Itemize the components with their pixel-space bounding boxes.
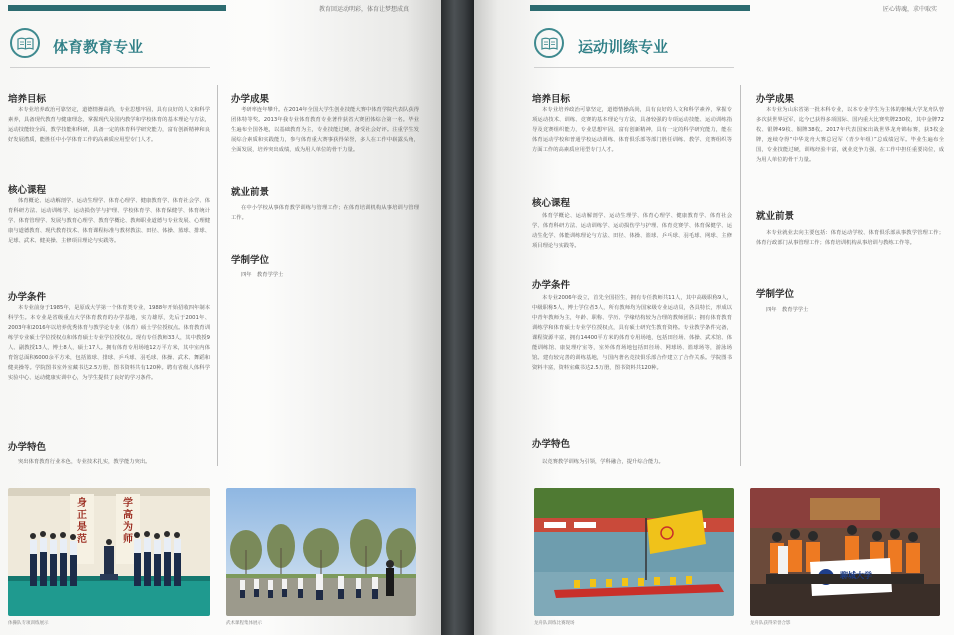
- section-title-degree: 学制学位: [756, 289, 795, 300]
- photo-caption-4: 龙舟队获得荣誉合影: [750, 621, 791, 626]
- section-text-goal: 本专业培养政治可靠坚定，道德情操高尚，专业思想牢固，具有良好的人文和科学素养，具备现代教育与健康理念，掌握现代及国内教学和学校体育的基本理论与方法，运动技能较全面，教学技能和科研，具备一定的体育科学研究能力，富有创新精神和良好发展潜质，能胜任中小学体育工作的高素质应用型专门人才。: [8, 107, 210, 143]
- section-text-achievements: 本专业为山东省第一批本科专业，以本专业学生为主体的躯械大学龙舟队曾多次获世界冠军，迄今已获得多项国际、国内重大比赛奖牌230枚，其中金牌72枚、银牌49枚、铜牌38枚。2017年代表国家出战世界龙舟锦标赛，获3枚金牌，连续夺得“中华龙舟大赛总冠军（青少年组）”总成绩冠军。毕业生遍布全国，专业技能过硬，训练经验丰富，就业竞争力强，在工作中担任重要岗位，成为用人单位的骨干力量。: [756, 107, 944, 163]
- section-text-career: 在中小学校从事体育教学训练与管理工作；在体育培训机构从事培训与管理工作。: [231, 205, 419, 221]
- header-divider: [10, 67, 210, 68]
- section-title-achievements: 办学成果: [756, 94, 795, 105]
- flag-text: 聊城大学: [840, 570, 872, 580]
- gymnastics-team-photo: [8, 488, 210, 616]
- section-text-conditions: 本专业2006年设立，首先全国招生，拥有专任教师共11人，其中高级职称9人，中级职称5人，博士学位者3人，所有教师均为国家级专业运动员，各具特长，形成以中青年教师为主，年龄、职称、学历、学缘结构较为合理的教师团队；拥有体育教育训练学和体育硕士专业学位授权点，具有硕士研究生教育资格。专业教学条件完备，课程资源丰富，拥有14400平方米的体育专用场地，包括田径场、体操、武术馆、体能训练馆、康复理疗室等，室外体育场地包括田径场、网球场、篮球场等，游泳场馆。建有较完善的训练基地，与国内著名竞技俱乐部合作建立了合作关系。学院图书资料丰富，资料室藏书达2.5万册，图书资料共120种。: [532, 295, 732, 371]
- column-divider: [740, 85, 741, 466]
- photo-caption-1: 体操队专项训练展示: [8, 621, 49, 626]
- dragon-boat-race-photo: [534, 488, 734, 616]
- section-title-features: 办学特色: [8, 442, 47, 453]
- section-title-conditions: 办学条件: [8, 292, 47, 303]
- section-text-features: 以竞赛教学训练为引领，学科融合，提升综合能力。: [542, 459, 664, 465]
- photo-caption-3: 龙舟队训练比赛现场: [534, 621, 575, 626]
- section-title-goal: 培养目标: [532, 94, 571, 105]
- section-text-degree: 四年 教育学学士: [766, 307, 809, 313]
- right-slogan: 匠心铸魂，求中取实: [883, 6, 938, 13]
- section-title-degree: 学制学位: [231, 255, 270, 266]
- section-title-conditions: 办学条件: [532, 280, 571, 291]
- photo-caption-2: 武术课程集体展示: [226, 621, 262, 626]
- section-text-features: 突出体育教育行业本色，专业技术扎实，教学能力突出。: [18, 459, 151, 465]
- right-page: [474, 0, 954, 635]
- book-gutter: [441, 0, 474, 635]
- section-title-career: 就业前景: [756, 211, 795, 222]
- section-text-conditions: 本专业前身于1985年，是原成大学第一个体育类专业，1988年开始招收四年制本科学生。本专业是省级重点大学体育教育的办学基地，实力雄厚，先后于2001年、2003年和2016年以培养优秀体育与教学论专业（体育）硕士学位授权点。体育教育训练学专业硕士学位授权点和体育硕士专业学位授权点。现有专任教师33人，其中教授9人、副教授13人，博士8人，硕士17人。拥有体育专用场地12万平方米，其中室内体育馆总面积6000余平方米，包括篮球、排球、乒乓球、羽毛球、体操、武术、舞蹈和健美操等。学院图书室外室藏书达2.5万册，图书资料共有120种。聘有省级人体科学实验中心、运动健康实训中心，为学生提供了良好的学习条件。: [8, 305, 210, 381]
- left-top-bar: [8, 5, 226, 11]
- open-book-icon: [534, 28, 564, 58]
- open-book-icon: [10, 28, 40, 58]
- left-slogan: 教育回运动明彩，体育让梦想成真: [319, 6, 410, 13]
- section-title-goal: 培养目标: [8, 94, 47, 105]
- section-title-courses: 核心课程: [532, 198, 571, 209]
- wushu-class-photo: [226, 488, 416, 616]
- section-text-achievements: 考研率连年攀升。在2014年全国大学生创业技能大赛中体育学院代表队获得团体特等奖。2013年我专业体育教育专业著作获省大赛团体综合第一名。毕业生遍布全国各地，以基础教育为主，专业技能过硬，备受社会好评。注重学生发展综合素质和实践能力，参与体育重大赛事获得荣誉，多人在工作中崭露头角，全面发展，培养突出成绩，成为用人单位的骨干力量。: [231, 107, 419, 153]
- column-divider: [217, 85, 218, 466]
- banner-text-2: 学高为师: [123, 498, 133, 545]
- section-text-degree: 四年 教育学学士: [241, 272, 284, 278]
- section-title-achievements: 办学成果: [231, 94, 270, 105]
- left-page: [0, 0, 441, 635]
- section-text-goal: 本专业培养政治可靠坚定，道德情操高尚，具有良好的人文和科学素养，掌握专项运动技术、训练、竞赛的基本理论与方法，具备较强的专项运动技能、运动训练指导及竞赛组织能力，专业思想牢固，富有创新精神，具有一定的科学研究能力，能在体育运动学校和普通学校运动训练、体育俱乐部等部门胜任训练、教学、竞赛组织等方面工作的高素质应用型专门人才。: [532, 107, 732, 153]
- major-title: 体育教育专业: [53, 38, 144, 56]
- right-top-bar: [530, 5, 750, 11]
- section-text-courses: 体育概论、运动解剖学、运动生理学、体育心理学、健康教育学、体育社会学、体育科研方法、运动训练学、运动损伤学与护理、学校体育学、体育保健学、体育统计学、体育管理学、发展与教育心理学、教育学概论、教师职业道德与专业发展、心理健康与道德教育、现代教育技术、体育课程标准与教材教法、田径、体操、篮球、排球、足球、武术、健美操、主修项目理论与实践等。: [8, 198, 210, 244]
- team-honor-photo: [750, 488, 940, 616]
- section-title-career: 就业前景: [231, 187, 270, 198]
- major-title: 运动训练专业: [578, 38, 669, 56]
- section-text-career: 本专业就业去向主要包括：体育运动学校、体育俱乐部从事教学管理工作；体育行政部门从事管理工作；体育培训机构从事培训与教练工作等。: [756, 230, 944, 246]
- section-text-courses: 体育学概论、运动解剖学、运动生理学、体育心理学、健康教育学、体育社会学、体育科研方法、运动训练学、运动损伤学与护理、体育竞赛学、体育保健学、运动生化学、体能训练理论与方法、田径、体操、篮球、乒乓球、羽毛球、网球、主修项目理论与实践等。: [532, 213, 732, 249]
- header-divider: [534, 67, 734, 68]
- banner-text-1: 身正是范: [77, 498, 87, 545]
- section-title-courses: 核心课程: [8, 185, 47, 196]
- section-title-features: 办学特色: [532, 439, 571, 450]
